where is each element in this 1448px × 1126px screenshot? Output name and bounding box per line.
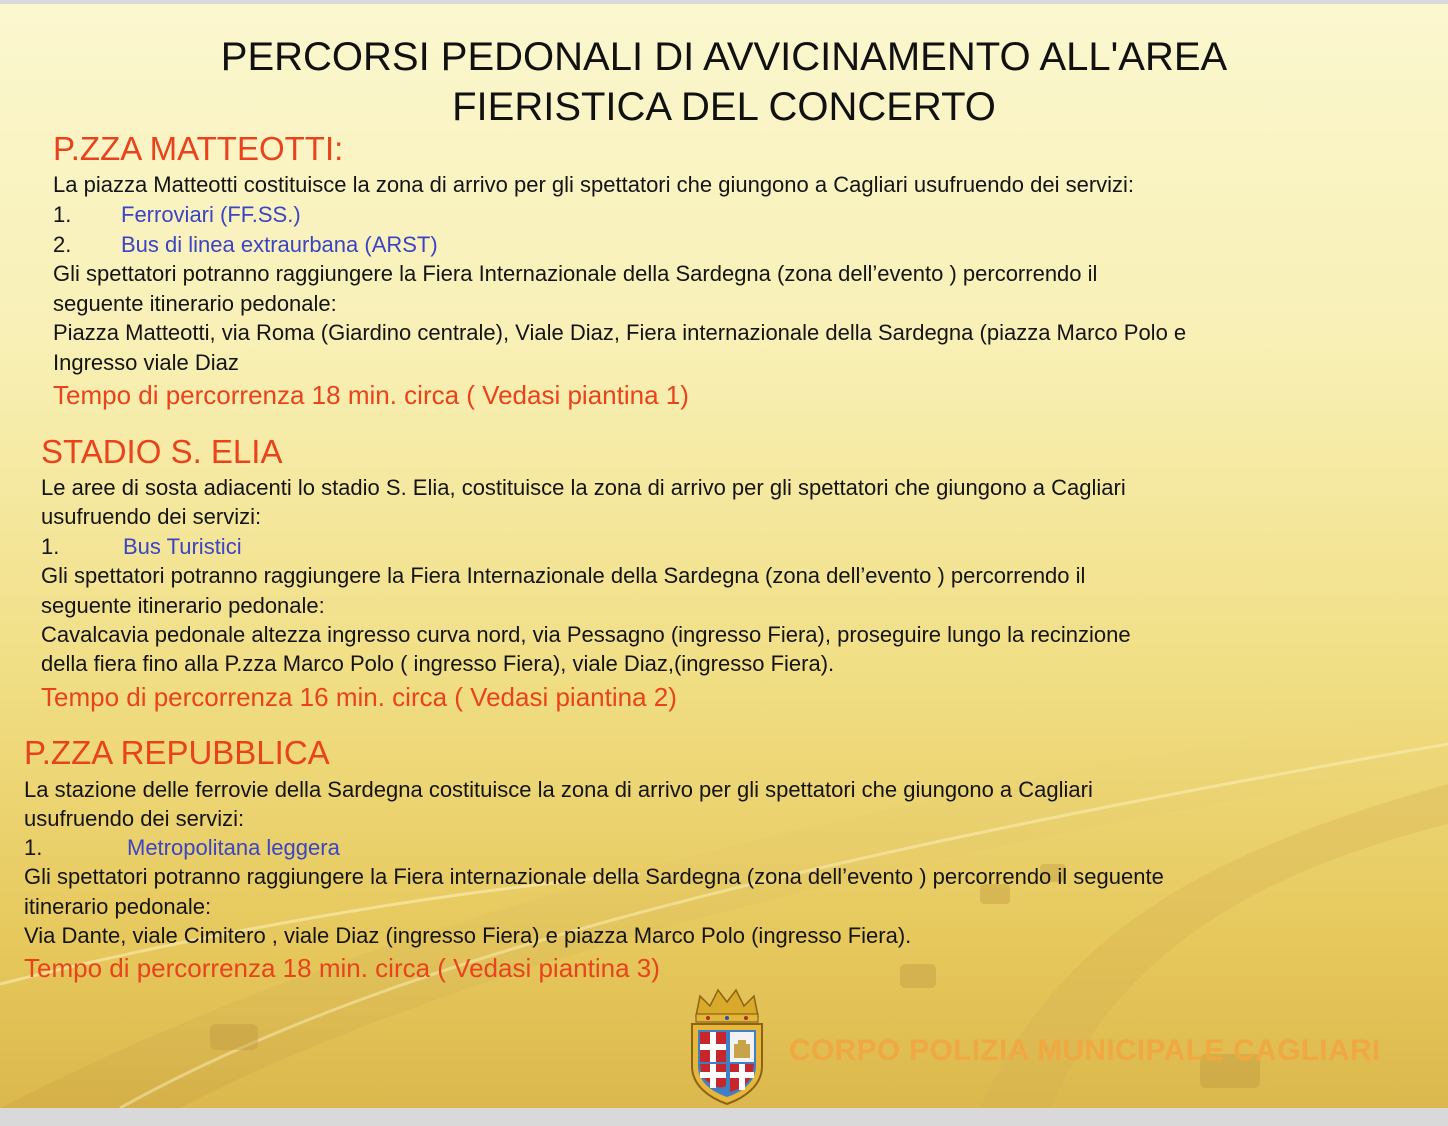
matteotti-intro: La piazza Matteotti costituisce la zona di arrivo per gli spettatori che giungono a Cagliari usufruendo dei servizi:	[53, 172, 1135, 197]
stadio-route-2: della fiera fino alla P.zza Marco Polo ( ingresso Fiera), viale Diaz,(ingresso Fiera).	[41, 651, 835, 676]
service-label: Ferroviari (FF.SS.)	[121, 202, 301, 227]
stadio-route-intro-2: seguente itinerario pedonale:	[41, 593, 325, 618]
repubblica-intro-1: La stazione delle ferrovie della Sardegna costituisce la zona di arrivo per gli spettatori che giungono a Cagliari	[24, 777, 1093, 802]
list-number: 1.	[53, 202, 72, 227]
stadio-service-1	[41, 532, 242, 562]
matteotti-walk-time: Tempo di percorrenza 18 min. circa ( Vedasi piantina 1)	[53, 380, 689, 410]
stadio-route-intro-1: Gli spettatori potranno raggiungere la Fiera Internazionale della Sardegna (zona dell’evento ) percorrendo il	[41, 563, 1086, 588]
section-heading-matteotti: P.ZZA MATTEOTTI:	[53, 130, 344, 167]
section-heading-stadio: STADIO S. ELIA	[41, 433, 283, 470]
matteotti-service-2	[53, 230, 438, 260]
repubblica-route-intro-1: Gli spettatori potranno raggiungere la Fiera internazionale della Sardegna (zona dell’evento ) percorrendo il seguente	[24, 864, 1164, 889]
title-line-1: PERCORSI PEDONALI DI AVVICINAMENTO ALL'AREA	[220, 35, 1228, 79]
list-number: 1.	[24, 835, 43, 860]
cagliari-coat-of-arms-icon	[686, 986, 768, 1106]
matteotti-route-intro-1: Gli spettatori potranno raggiungere la Fiera Internazionale della Sardegna (zona dell’evento ) percorrendo il	[53, 261, 1098, 286]
matteotti-service-1	[53, 200, 301, 230]
stadio-route-1: Cavalcavia pedonale altezza ingresso curva nord, via Pessagno (ingresso Fiera), proseguire lungo la recinzione	[41, 622, 1131, 647]
matteotti-route-1: Piazza Matteotti, via Roma (Giardino centrale), Viale Diaz, Fiera internazionale della Sardegna (piazza Marco Polo e	[53, 320, 1187, 345]
matteotti-route-intro-2: seguente itinerario pedonale:	[53, 291, 337, 316]
repubblica-route-1: Via Dante, viale Cimitero , viale Diaz (ingresso Fiera) e piazza Marco Polo (ingresso Fiera).	[24, 923, 912, 948]
repubblica-service-1	[24, 833, 340, 863]
section-heading-repubblica: P.ZZA REPUBBLICA	[24, 734, 330, 771]
slide	[0, 4, 1448, 1108]
repubblica-route-intro-2: itinerario pedonale:	[24, 894, 212, 919]
title-line-2: FIERISTICA DEL CONCERTO	[452, 85, 996, 129]
repubblica-walk-time: Tempo di percorrenza 18 min. circa ( Vedasi piantina 3)	[24, 953, 660, 983]
repubblica-intro-2: usufruendo dei servizi:	[24, 806, 245, 831]
list-number: 2.	[53, 232, 72, 257]
stadio-intro-2: usufruendo dei servizi:	[41, 504, 262, 529]
service-label: Bus Turistici	[123, 534, 242, 559]
service-label: Metropolitana leggera	[127, 835, 340, 860]
footer-organization: CORPO POLIZIA MUNICIPALE CAGLIARI	[789, 1034, 1381, 1067]
list-number: 1.	[41, 534, 60, 559]
stadio-intro-1: Le aree di sosta adiacenti lo stadio S. Elia, costituisce la zona di arrivo per gli spettatori che giungono a Cagliari	[41, 475, 1126, 500]
matteotti-route-2: Ingresso viale Diaz	[53, 350, 239, 375]
service-label: Bus di linea extraurbana (ARST)	[121, 232, 438, 257]
stadio-walk-time: Tempo di percorrenza 16 min. circa ( Vedasi piantina 2)	[41, 682, 677, 712]
